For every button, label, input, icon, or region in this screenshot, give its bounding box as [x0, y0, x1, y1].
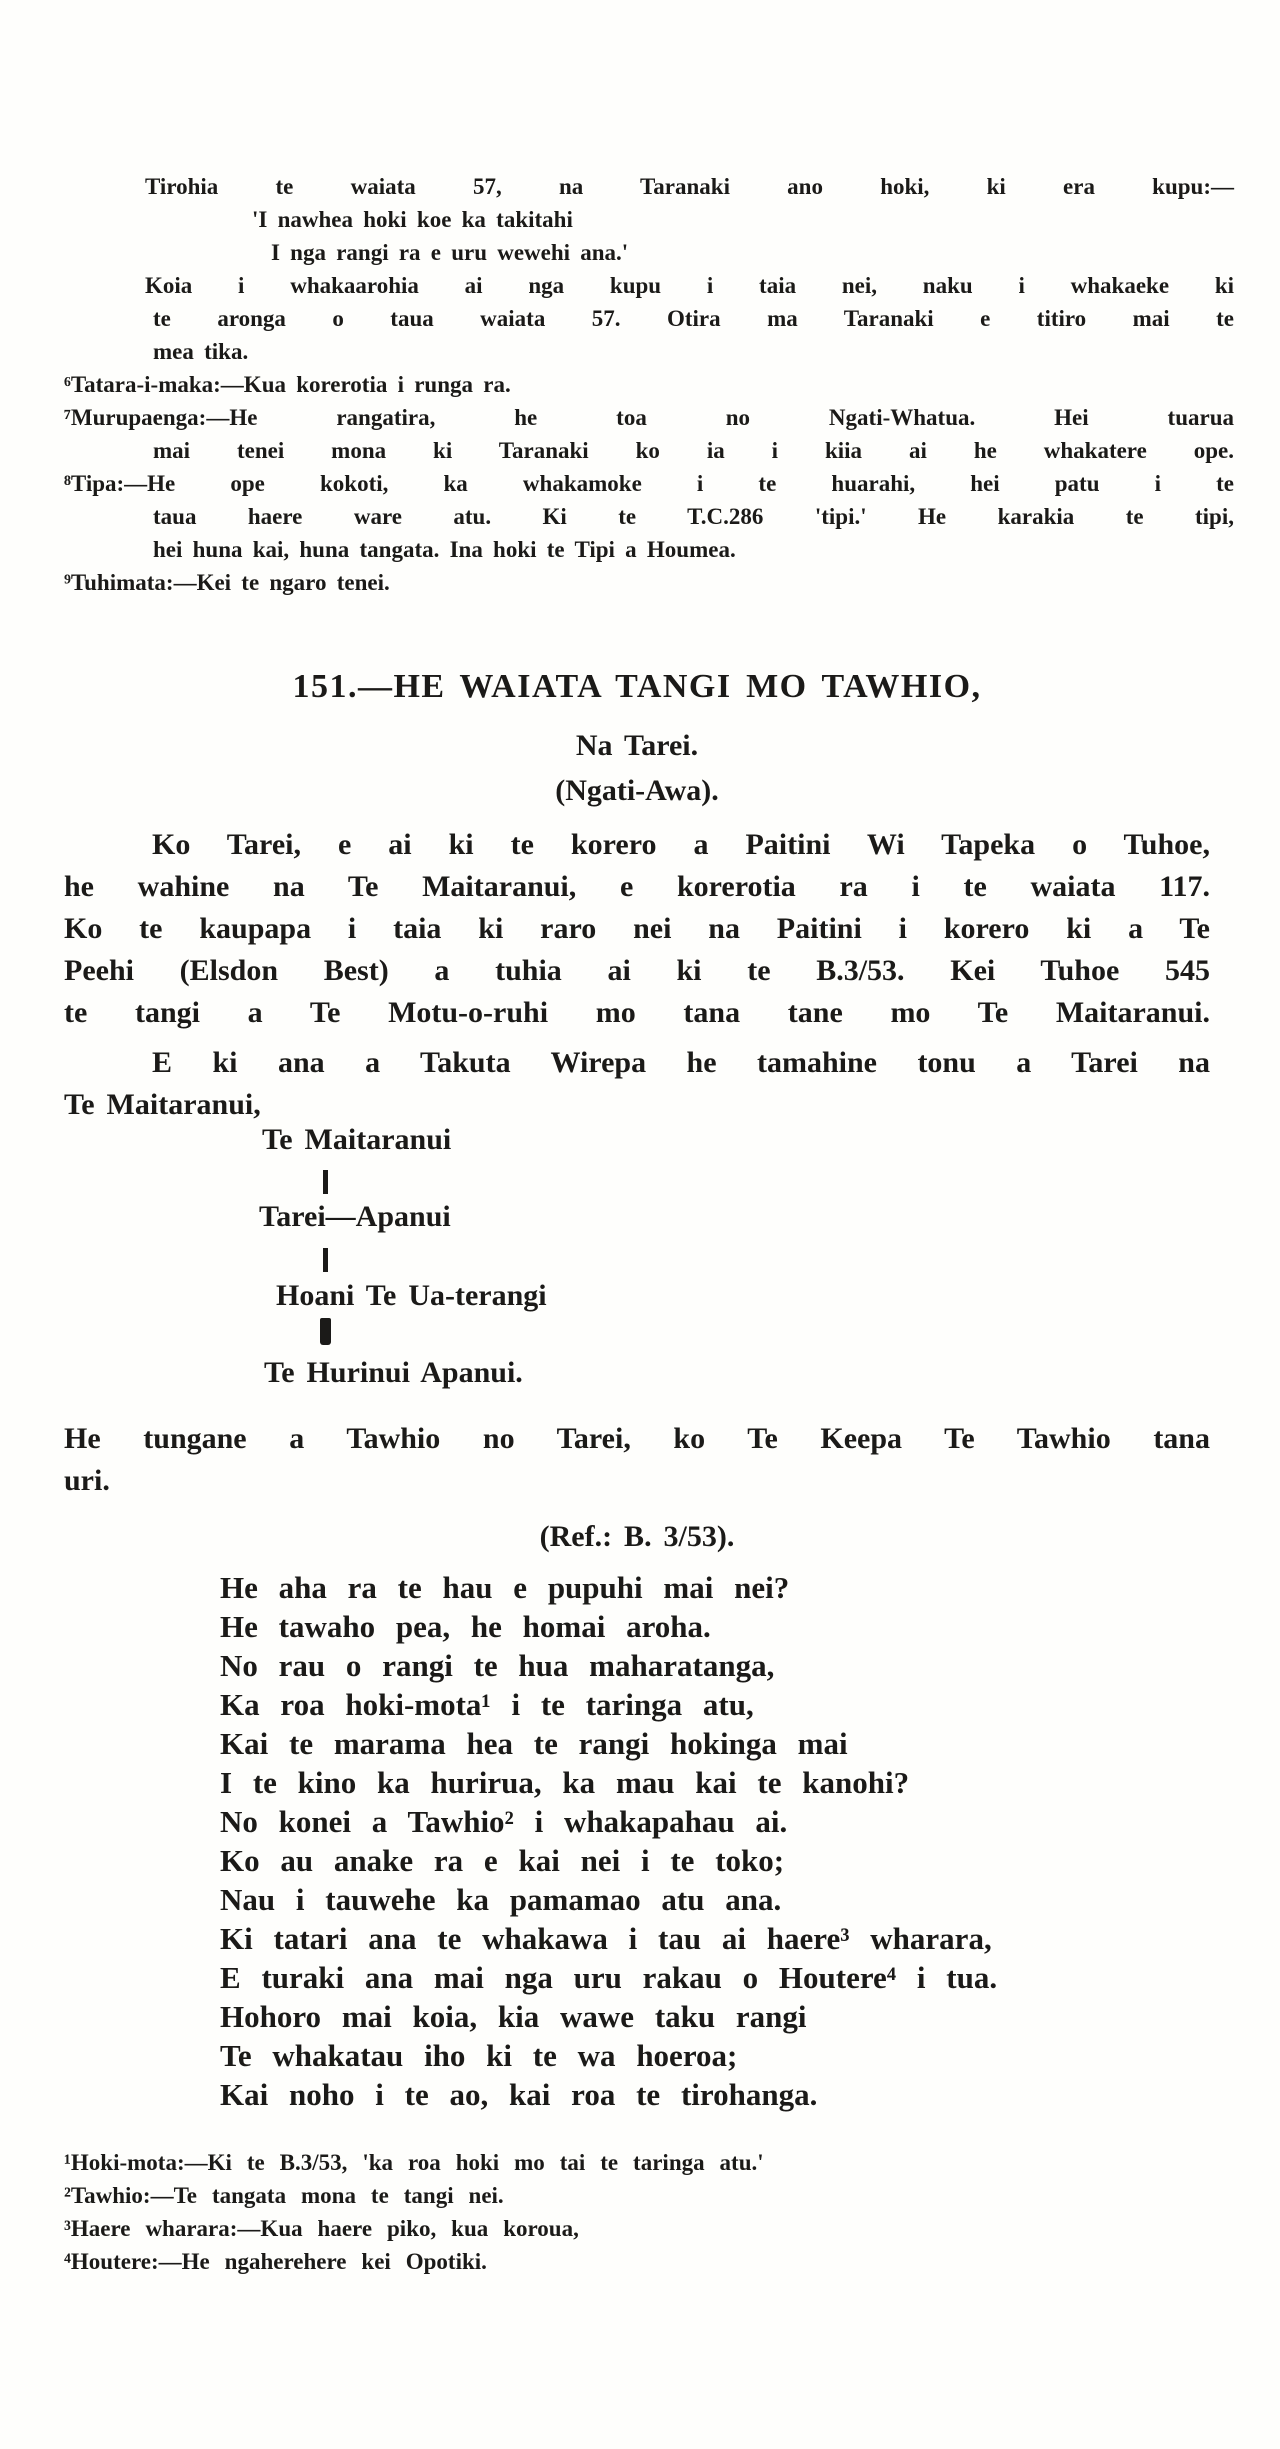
waiata-text	[220, 1568, 1210, 2114]
footnote-line: Koia i whakaarohia ai nga kupu i taia nei, naku i whakaeke ki	[145, 273, 1234, 298]
song-author: Na Tarei.	[575, 729, 699, 762]
body-line: He tungane a Tawhio no Tarei, ko Te Keepa Te Tawhio tana	[64, 1422, 1210, 1455]
poem-line: He tawaho pea, he homai aroha.	[220, 1609, 711, 1644]
footnote-line: mea tika.	[153, 339, 249, 364]
genealogy-connector-bold	[320, 1318, 331, 1345]
footnote-item: ³Haere wharara:—Kua haere piko, kua koroua,	[64, 2216, 579, 2241]
footnote-item: ²Tawhio:—Te tangata mona te tangi nei.	[64, 2183, 504, 2208]
poem-line: Ko au anake ra e kai nei i te toko;	[220, 1843, 785, 1878]
poem-line: Te whakatau iho ki te wa hoeroa;	[220, 2038, 738, 2073]
reference-line: (Ref.: B. 3/53).	[539, 1520, 735, 1553]
footnote-item: ⁴Houtere:—He ngaherehere kei Opotiki.	[64, 2249, 487, 2274]
poem-line: Kai te marama hea te rangi hokinga mai	[220, 1726, 848, 1761]
footnote-line: taua haere ware atu. Ki te T.C.286 'tipi.' He karakia te tipi,	[153, 504, 1234, 529]
genealogy-name: Hoani Te Ua-terangi	[276, 1279, 547, 1312]
footnotes	[64, 2146, 1234, 2278]
poem-line: Hohoro mai koia, kia wawe taku rangi	[220, 1999, 807, 2034]
song-title: 151.—HE WAIATA TANGI MO TAWHIO,	[292, 668, 982, 705]
poem-line: I te kino ka hurirua, ka mau kai te kanohi?	[220, 1765, 910, 1800]
footnote-line: te aronga o taua waiata 57. Otira ma Taranaki e titiro mai te	[153, 306, 1234, 331]
genealogy-connector	[323, 1248, 328, 1272]
poem-line: Nau i tauwehe ka pamamao atu ana.	[220, 1882, 782, 1917]
closing-note	[64, 1418, 1210, 1502]
introduction-paragraph	[64, 824, 1210, 1034]
body-line: te tangi a Te Motu-o-ruhi mo tana tane mo Te Maitaranui.	[64, 996, 1210, 1029]
song-tribe: (Ngati-Awa).	[555, 774, 719, 807]
poem-line: He aha ra te hau e pupuhi mai nei?	[220, 1570, 790, 1605]
body-line: uri.	[64, 1464, 110, 1497]
body-line: Ko Tarei, e ai ki te korero a Paitini Wi Tapeka o Tuhoe,	[152, 828, 1210, 861]
footnote-item: ⁸Tipa:—He ope kokoti, ka whakamoke i te huarahi, hei patu i te	[64, 471, 1234, 496]
poem-line: Kai noho i te ao, kai roa te tirohanga.	[220, 2077, 818, 2112]
body-line: he wahine na Te Maitaranui, e korerotia ra i te waiata 117.	[64, 870, 1210, 903]
attribution-paragraph	[64, 1042, 1210, 1126]
footnote-item: ⁷Murupaenga:—He rangatira, he toa no Ngati-Whatua. Hei tuarua	[64, 405, 1234, 430]
footnote-quote-line: I nga rangi ra e uru wewehi ana.'	[271, 240, 629, 265]
body-line: Te Maitaranui,	[64, 1088, 261, 1121]
body-line: Ko te kaupapa i taia ki raro nei na Paitini i korero ki a Te	[64, 912, 1210, 945]
poem-line: E turaki ana mai nga uru rakau o Houtere⁴ i tua.	[220, 1960, 998, 1995]
footnote-line: hei huna kai, huna tangata. Ina hoki te Tipi a Houmea.	[153, 537, 736, 562]
footnote-line: mai tenei mona ki Taranaki ko ia i kiia ai he whakatere ope.	[153, 438, 1234, 463]
poem-line: No rau o rangi te hua maharatanga,	[220, 1648, 775, 1683]
footnote-quote-line: 'I nawhea hoki koe ka takitahi	[252, 207, 573, 232]
previous-song-footnotes	[64, 170, 1234, 599]
poem-line: Ki tatari ana te whakawa i tau ai haere³ wharara,	[220, 1921, 992, 1956]
poem-line: No konei a Tawhio² i whakapahau ai.	[220, 1804, 788, 1839]
footnote-line: Tirohia te waiata 57, na Taranaki ano hoki, ki era kupu:—	[145, 174, 1234, 199]
genealogy-connector	[323, 1170, 328, 1194]
footnote-item: ⁶Tatara-i-maka:—Kua korerotia i runga ra.	[64, 372, 511, 397]
footnote-item: ⁹Tuhimata:—Kei te ngaro tenei.	[64, 570, 390, 595]
poem-line: Ka roa hoki-mota¹ i te taringa atu,	[220, 1687, 754, 1722]
body-line: Peehi (Elsdon Best) a tuhia ai ki te B.3/53. Kei Tuhoe 545	[64, 954, 1210, 987]
genealogy-name: Te Maitaranui	[262, 1123, 452, 1156]
footnote-item: ¹Hoki-mota:—Ki te B.3/53, 'ka roa hoki mo tai te taringa atu.'	[64, 2150, 764, 2175]
genealogy-name: Tarei—Apanui	[259, 1200, 451, 1233]
body-line: E ki ana a Takuta Wirepa he tamahine tonu a Tarei na	[152, 1046, 1210, 1079]
genealogy-name: Te Hurinui Apanui.	[264, 1356, 523, 1389]
